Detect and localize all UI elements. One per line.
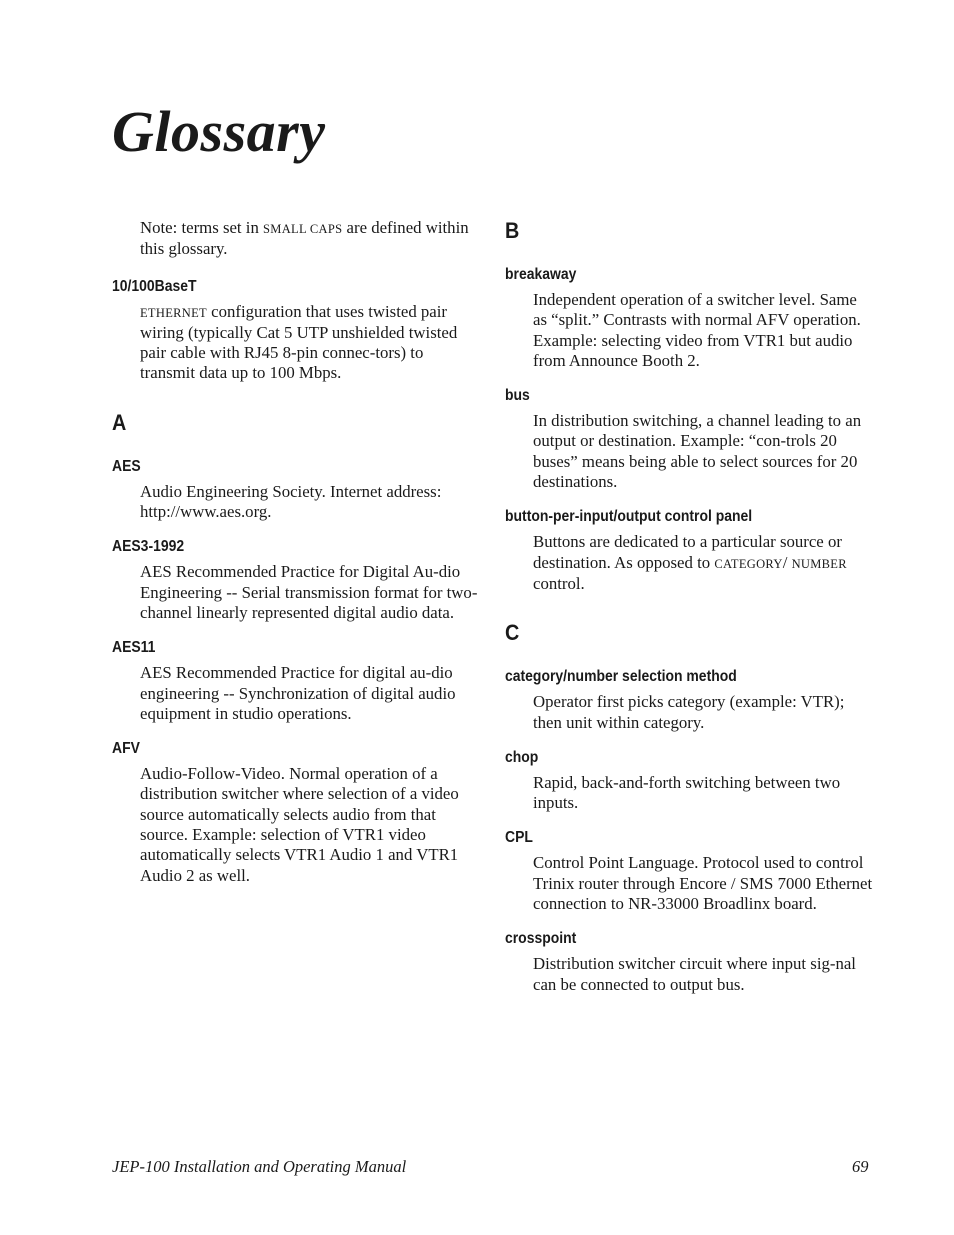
- def-rest: configuration that uses twisted pair wiring (typically Cat 5 UTP unshielded twisted pair cable with RJ45 8-pin connec-tors) to transmit data up to 100 Mbps.: [140, 301, 458, 383]
- term-afv: AFV: [112, 740, 140, 758]
- footer-page-number: 69: [852, 1157, 869, 1176]
- term-category-number: category/number selection method: [505, 668, 737, 686]
- term-breakaway: breakaway: [505, 266, 577, 283]
- term-bus: bus: [505, 387, 530, 405]
- definition-10-100baset: [140, 302, 478, 384]
- def-post: control.: [533, 573, 585, 593]
- footer-manual-title: JEP-100 Installation and Operating Manual: [112, 1157, 407, 1176]
- definition-aes3-1992: AES Recommended Practice for Digital Au-dio Engineering -- Serial transmission format for two-channel linearly represented digital audio data.: [140, 562, 478, 622]
- definition-chop: Rapid, back-and-forth switching between two inputs.: [533, 772, 841, 813]
- definition-aes11: AES Recommended Practice for digital au-dio engineering -- Synchronization of digital audio equipment in studio operations.: [140, 663, 456, 723]
- term-aes: AES: [112, 457, 141, 475]
- def-pre: Buttons are dedicated to a particular source or destination. As opposed to: [533, 532, 842, 572]
- definition-category-number: Operator first picks category (example: VTR); then unit within category.: [533, 692, 845, 732]
- term-10-100baset: 10/100BaseT: [112, 277, 197, 295]
- left-column: [112, 218, 478, 886]
- term-aes11: AES11: [112, 639, 156, 657]
- def-smallcaps-category: CATEGORY: [714, 556, 783, 571]
- section-letter-b: B: [505, 218, 520, 243]
- term-aes3-1992: AES3-1992: [112, 538, 185, 556]
- definition-cpl: Control Point Language. Protocol used to control Trinix router through Encore / SMS 7000 Ethernet connection to NR-33000 Broadlinx board.: [533, 853, 873, 914]
- section-letter-c: C: [505, 620, 520, 646]
- note-smallcaps: SMALL CAPS: [263, 222, 343, 236]
- note-pre: Note: terms set in: [140, 218, 264, 237]
- right-column: [505, 218, 875, 995]
- def-mid: /: [782, 552, 792, 572]
- def-smallcaps-number: NUMBER: [791, 556, 847, 571]
- definition-button-per-input-output: [533, 532, 875, 594]
- def-smallcaps-ethernet: ETHERNET: [140, 305, 207, 320]
- definition-breakaway: Independent operation of a switcher level. Same as “split.” Contrasts with normal AFV operation. Example: selecting video from VTR1 but audio from Announce Booth 2.: [533, 290, 861, 370]
- note-post: are defined within this glossary.: [140, 218, 469, 259]
- section-letter-a: A: [112, 409, 127, 435]
- definition-afv: Audio-Follow-Video. Normal operation of a distribution switcher where selection of a video source automatically selects audio from that source. Example: selection of VTR1 video automatically selects VTR1 Audio 1 and VTR1 Audio 2 as well.: [140, 764, 459, 885]
- glossary-note: [140, 218, 478, 260]
- definition-bus: In distribution switching, a channel leading to an output or destination. Example: “con-trols 20 buses” means being able to select sources for 20 destinations.: [533, 411, 862, 492]
- term-crosspoint: crosspoint: [505, 930, 577, 948]
- term-button-per-input-output: button-per-input/output control panel: [505, 508, 753, 526]
- term-cpl: CPL: [505, 829, 533, 847]
- term-chop: chop: [505, 748, 539, 766]
- definition-crosspoint: Distribution switcher circuit where input sig-nal can be connected to output bus.: [533, 954, 856, 994]
- page-title: Glossary: [112, 99, 326, 164]
- definition-aes: Audio Engineering Society. Internet address: http://www.aes.org.: [140, 481, 442, 522]
